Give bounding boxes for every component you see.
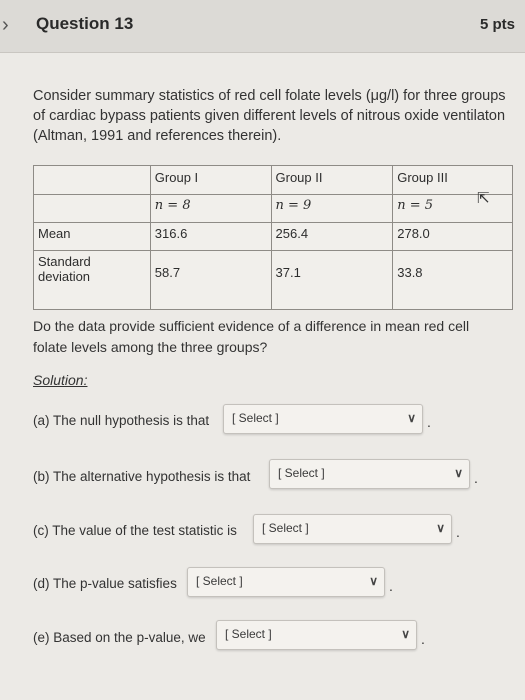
table-cell: n = 8 [150,195,271,223]
part-c-label: (c) The value of the test statistic is [33,523,237,538]
part-e-label: (e) Based on the p-value, we [33,630,206,645]
part-d-select[interactable] [187,567,385,597]
select-placeholder: [ Select ] [278,466,325,480]
table-cell [34,166,151,195]
chevron-right-icon[interactable]: › [2,14,9,36]
part-a-select[interactable] [223,404,423,434]
table-cell: 316.6 [150,223,271,251]
period: . [474,470,478,486]
table-cell: Group I [150,166,271,195]
table-header-row [34,166,513,195]
select-placeholder: [ Select ] [225,627,272,641]
table-cell: n = 5 [393,195,513,223]
chevron-down-icon: ∨ [436,521,445,535]
period: . [427,414,431,430]
chevron-down-icon: ∨ [454,466,463,480]
table-cell [34,195,151,223]
table-cell: Mean [34,223,151,251]
question-intro: Consider summary statistics of red cell folate levels (μg/l) for three groups of cardiac bypass patients given different levels of nitrous oxide ventilaton (Altman, 1991 and references therein). [33,88,506,144]
table-cell: 58.7 [150,251,271,310]
part-b-select[interactable] [269,459,470,489]
part-c-select[interactable] [253,514,452,544]
chevron-down-icon: ∨ [401,627,410,641]
table-cell: n = 9 [271,195,393,223]
question-header [0,0,525,53]
period: . [456,524,460,540]
question-text: Do the data provide sufficient evidence of a difference in mean red cell folate levels among the three groups? [33,318,470,355]
table-cell: 278.0 [393,223,513,251]
part-b-label: (b) The alternative hypothesis is that [33,469,251,484]
table-row [34,251,513,310]
period: . [389,578,393,594]
select-placeholder: [ Select ] [196,574,243,588]
mouse-cursor-icon: ⇱ [477,190,490,207]
table-cell: Group III [393,166,513,195]
chevron-down-icon: ∨ [407,411,416,425]
table-cell: 37.1 [271,251,393,310]
period: . [421,631,425,647]
select-placeholder: [ Select ] [232,411,279,425]
select-placeholder: [ Select ] [262,521,309,535]
table-cell: 256.4 [271,223,393,251]
solution-label: Solution: [33,372,88,388]
summary-statistics-table [33,165,513,310]
table-row [34,223,513,251]
table-cell: 33.8 [393,251,513,310]
part-d-label: (d) The p-value satisfies [33,576,177,591]
chevron-down-icon: ∨ [369,574,378,588]
table-row [34,195,513,223]
part-e-select[interactable] [216,620,417,650]
question-title: Question 13 [36,14,134,33]
table-cell: Group II [271,166,393,195]
points-label: 5 pts [479,16,515,33]
table-cell: Standard deviation [34,251,151,310]
part-a-label: (a) The null hypothesis is that [33,413,210,428]
